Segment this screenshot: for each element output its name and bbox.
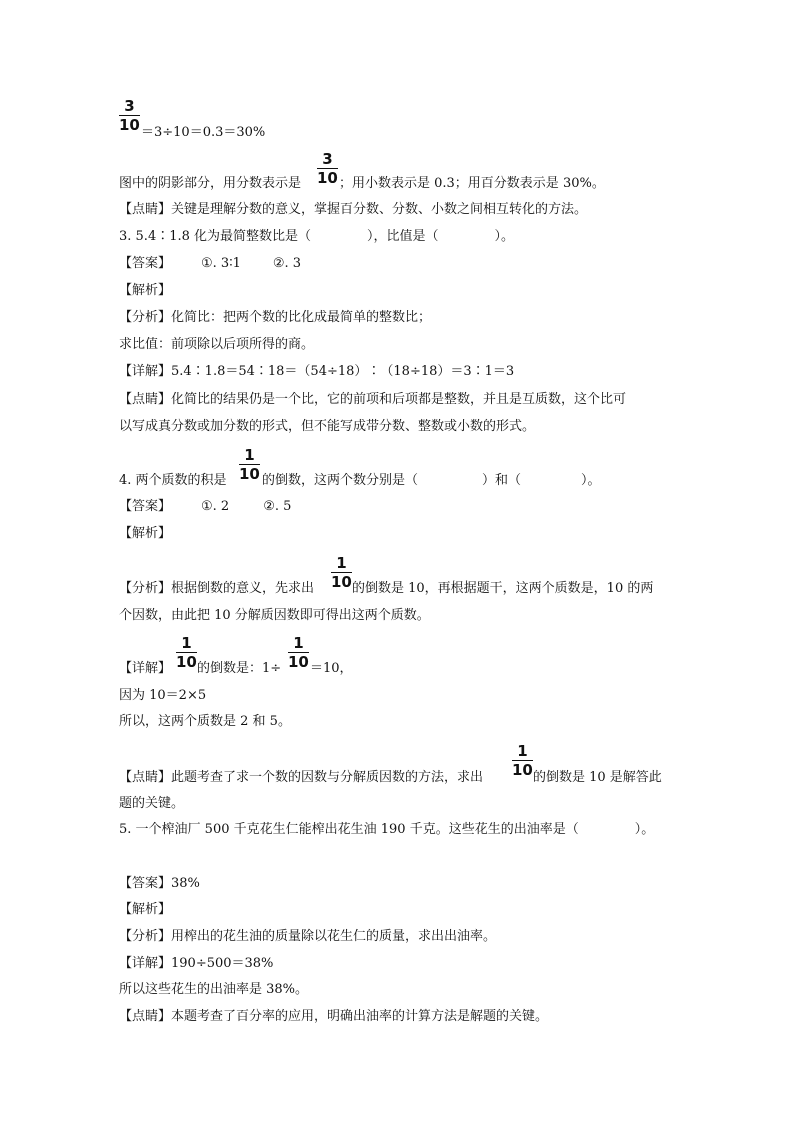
detail-line: 因为 10＝2×5 [119, 688, 207, 703]
detail-line: 所以，这两个质数是 2 和 5。 [119, 714, 291, 729]
detail-line: 【详解】 [119, 661, 172, 676]
analysis-line: 【分析】用榨出的花生油的质量除以花生仁的质量，求出出油率。 [119, 929, 497, 944]
analysis-line: 求比值：前项除以后项所得的商。 [119, 337, 315, 352]
answer-line: 【答案】38% [119, 876, 200, 891]
note-line: 【点睛】关键是理解分数的意义，掌握百分数、分数、小数之间相互转化的方法。 [119, 202, 588, 217]
shaded-part-line-cont: ；用小数表示是 0.3；用百分数表示是 30%。 [339, 176, 605, 191]
fraction-three-tenths: 3 10 [119, 97, 140, 134]
note-line: 题的关键。 [119, 796, 185, 811]
note-line: 【点睛】化简比的结果仍是一个比，它的前项和后项都是整数，并且是互质数，这个比可 [119, 392, 627, 407]
question-4: 4. 两个质数的积是 [119, 473, 227, 488]
fraction-three-tenths: 3 10 [317, 150, 338, 187]
equation-line: ＝3÷10＝0.3＝30% [141, 125, 266, 140]
fraction-one-tenth: 1 10 [288, 634, 309, 671]
note-line: 以写成真分数或加分数的形式，但不能写成带分数、整数或小数的形式。 [119, 419, 536, 434]
analysis-line: 个因数，由此把 10 分解质因数即可得出这两个质数。 [119, 608, 430, 623]
analysis-heading: 【解析】 [119, 902, 172, 917]
note-line: 【点睛】本题考查了百分率的应用，明确出油率的计算方法是解题的关键。 [119, 1009, 549, 1024]
detail-line-cont: ＝10， [310, 661, 353, 676]
analysis-line: 【分析】根据倒数的意义，先求出 [119, 581, 315, 596]
fraction-one-tenth: 1 10 [239, 446, 260, 483]
analysis-line: 【分析】化简比：把两个数的比化成最简单的整数比； [119, 310, 432, 325]
question-4-cont: 的倒数，这两个数分别是（ ）和（ ）。 [262, 473, 601, 488]
analysis-heading: 【解析】 [119, 283, 172, 298]
question-5: 5. 一个榨油厂 500 千克花生仁能榨出花生油 190 千克。这些花生的出油率是（ ）。 [119, 822, 655, 837]
detail-line: 所以这些花生的出油率是 38%。 [119, 982, 309, 997]
fraction-one-tenth: 1 10 [176, 634, 197, 671]
question-3: 3. 5.4∶1.8 化为最简整数比是（ ），比值是（ ）。 [119, 229, 515, 244]
answer-line: 【答案】 ①. 2 ②. 5 [119, 499, 292, 514]
fraction-one-tenth: 1 10 [512, 742, 533, 779]
answer-line: 【答案】 ①. 3∶1 ②. 3 [119, 256, 302, 271]
note-line-cont: 的倒数是 10 是解答此 [533, 770, 662, 785]
detail-line-cont: 的倒数是：1÷ [197, 661, 282, 676]
detail-line: 【详解】190÷500＝38% [119, 956, 274, 971]
shaded-part-line: 图中的阴影部分，用分数表示是 [119, 176, 302, 191]
analysis-heading: 【解析】 [119, 526, 172, 541]
analysis-line-cont: 的倒数是 10，再根据题干，这两个质数是，10 的两 [352, 581, 654, 596]
fraction-one-tenth: 1 10 [331, 554, 352, 591]
note-line: 【点睛】此题考查了求一个数的因数与分解质因数的方法，求出 [119, 770, 484, 785]
detail-line: 【详解】5.4∶1.8＝54∶18＝（54÷18）∶（18÷18）＝3∶1＝3 [119, 364, 515, 379]
